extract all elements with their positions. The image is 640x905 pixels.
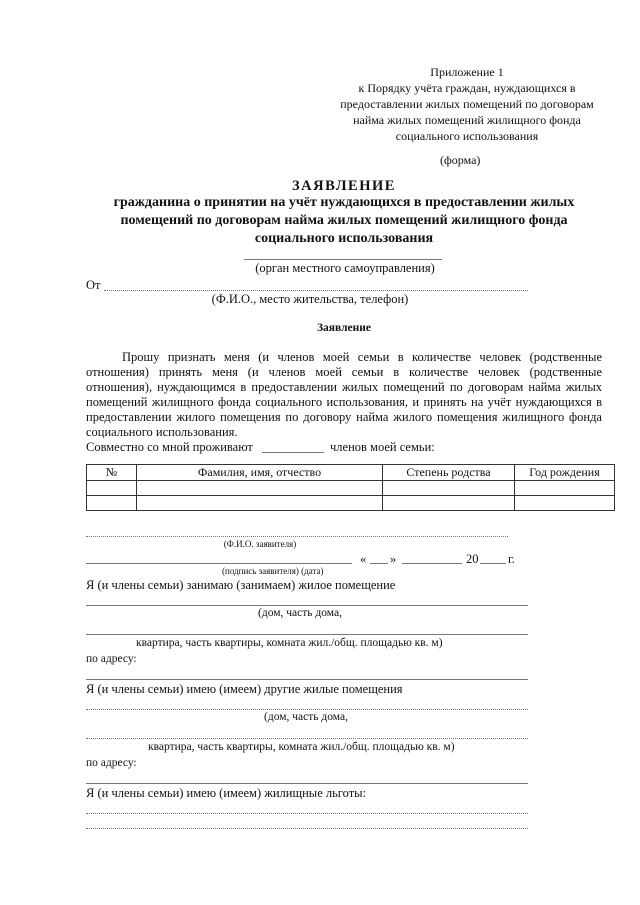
from-caption: (Ф.И.О., место жительства, телефон) — [211, 292, 409, 306]
date-year-line[interactable] — [480, 563, 506, 564]
table-cell[interactable] — [515, 481, 615, 496]
other-housing-line[interactable] — [86, 709, 528, 710]
col-name-header: Фамилия, имя, отчество — [137, 465, 383, 481]
from-label: От — [86, 278, 101, 292]
document-title: ЗАЯВЛЕНИЕ — [292, 178, 396, 194]
table-cell[interactable] — [383, 496, 515, 511]
document-subtitle: гражданина о принятии на учёт нуждающихся в предоставлении жилых помещений по договорам найма жилых помещений жилищного фонда социального использования — [113, 195, 575, 246]
house-line-2[interactable] — [86, 738, 528, 739]
appendix-line-2: предоставлении жилых помещений по договорам — [340, 97, 594, 111]
appendix-line-3: найма жилых помещений жилищного фонда — [353, 113, 581, 127]
cohabit-count-line[interactable] — [262, 452, 324, 453]
cohabit-suffix: членов моей семьи: — [330, 440, 435, 454]
table-row — [87, 496, 615, 511]
authority-caption: (орган местного самоуправления) — [255, 261, 435, 275]
statement-paragraph — [86, 350, 602, 440]
table-cell[interactable] — [87, 481, 137, 496]
apartment-caption-2: квартира, часть квартиры, комната жил./общ. площадью кв. м) — [148, 741, 455, 753]
table-cell[interactable] — [137, 481, 383, 496]
benefits-line-2[interactable] — [86, 828, 528, 829]
signature-line[interactable] — [86, 563, 352, 564]
address-label-2: по адресу: — [86, 757, 137, 769]
date-year-prefix: 20 — [466, 552, 479, 566]
statement-heading: Заявление — [316, 322, 371, 334]
appendix-line-4: социального использования — [395, 129, 539, 143]
apartment-caption: квартира, часть квартиры, комната жил./общ. площадью кв. м) — [136, 637, 443, 649]
table-cell[interactable] — [87, 496, 137, 511]
col-relation-header: Степень родства — [383, 465, 515, 481]
address-line-2[interactable] — [86, 783, 528, 784]
occupy-label: Я (и члены семьи) занимаю (занимаем) жилое помещение — [86, 578, 396, 592]
statement-text: Прошу признать меня (и членов моей семьи в количестве человек (родственные отношения) принять меня (и членов моей семьи в количестве человек (родственные отношения), нуждающимся в предоставлении жилых помещений по договорам найма жилых помещений жилищного фонда социального использования, и принять на учёт нуждающихся в предоставлении жилого помещения по договору найма жилого помещения жилищного фонда социального использования. — [86, 350, 602, 439]
table-row — [87, 481, 615, 496]
table-header-row — [87, 465, 615, 481]
date-month-line[interactable] — [402, 563, 462, 564]
signature-caption: (подпись заявителя) (дата) — [222, 566, 324, 576]
address-line[interactable] — [86, 679, 528, 680]
benefits-label: Я (и члены семьи) имею (имеем) жилищные льготы: — [86, 786, 367, 800]
authority-line[interactable] — [244, 259, 442, 260]
date-close-quote: » — [390, 552, 397, 566]
from-line[interactable] — [104, 290, 528, 291]
applicant-fio-caption: (Ф.И.О. заявителя) — [223, 539, 297, 549]
table-cell[interactable] — [515, 496, 615, 511]
house-caption: (дом, часть дома, — [258, 607, 342, 619]
house-line[interactable] — [86, 634, 528, 635]
address-label: по адресу: — [86, 653, 137, 665]
cohabit-prefix: Совместно со мной проживают — [86, 440, 253, 454]
applicant-fio-line[interactable] — [86, 536, 508, 537]
appendix-label: Приложение 1 — [430, 65, 504, 79]
table-cell[interactable] — [383, 481, 515, 496]
house-caption-2: (дом, часть дома, — [264, 711, 348, 723]
col-number-header: № — [87, 465, 137, 481]
other-housing-label: Я (и члены семьи) имею (имеем) другие жилые помещения — [86, 682, 403, 696]
family-table — [86, 464, 615, 511]
occupy-line[interactable] — [86, 605, 528, 606]
form-label: (форма) — [440, 153, 481, 167]
table-cell[interactable] — [137, 496, 383, 511]
appendix-line-1: к Порядку учёта граждан, нуждающихся в — [358, 81, 576, 95]
date-open-quote: « — [360, 552, 367, 566]
date-day-line[interactable] — [370, 563, 388, 564]
col-birthyear-header: Год рождения — [515, 465, 615, 481]
benefits-line-1[interactable] — [86, 813, 528, 814]
date-year-suffix: г. — [508, 552, 515, 566]
